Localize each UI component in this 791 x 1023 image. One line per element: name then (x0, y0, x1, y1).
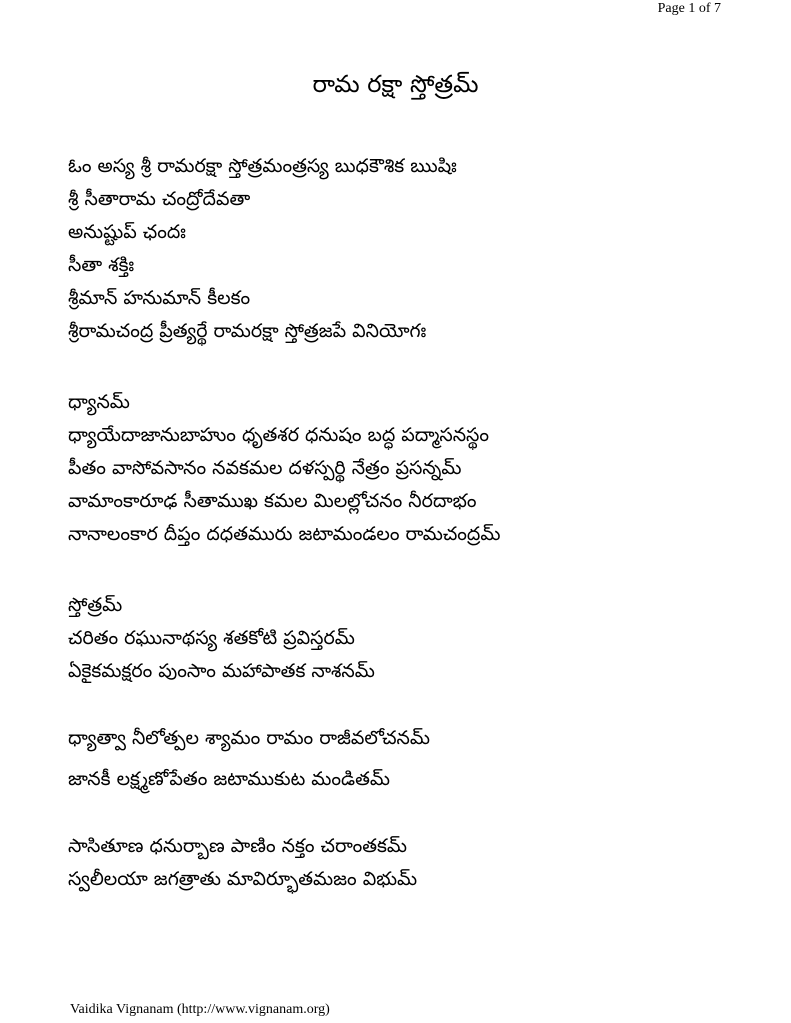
intro-line: ఓం అస్య శ్రీ రామరక్షా స్తోత్రమంత్రస్య బుధకౌశిక ఋషిః (68, 155, 457, 177)
dhyanam-line: పీతం వాసోవసానం నవకమల దళస్పర్థి నేత్రం ప్రసన్నమ్ (68, 457, 462, 479)
verse-line: జానకీ లక్ష్మణోపేతం జటాముకుట మండితమ్ (68, 768, 390, 790)
dhyanam-section (68, 386, 748, 551)
stotram-section (68, 589, 748, 896)
dhyanam-heading: ధ్యానమ్ (68, 391, 130, 413)
verse-line: ధ్యాత్వా నీలోత్పల శ్యామం రామం రాజీవలోచనమ్ (68, 727, 430, 749)
page-number: Page 1 of 7 (657, 1, 721, 16)
page-footer: Vaidika Vignanam (http://www.vignanam.org) (70, 1002, 330, 1017)
dhyanam-line: నానాలంకార దీప్తం దధతమురు జటామండలం రామచంద్రమ్ (68, 523, 501, 545)
verse-line: ఏకైకమక్షరం పుంసాం మహాపాతక నాశనమ్ (68, 660, 375, 682)
intro-line: శ్రీ సీతారామ చంద్రోదేవతా (68, 188, 251, 210)
verse-line: చరితం రఘునాథస్య శతకోటి ప్రవిస్తరమ్ (68, 627, 355, 649)
document-body (68, 150, 748, 896)
verse-line: స్వలీలయా జగత్రాతు మావిర్భూతమజం విభుమ్ (68, 868, 418, 890)
intro-section (68, 150, 748, 348)
stotram-heading: స్తోత్రమ్ (68, 594, 123, 616)
verse-line: సాసితూణ ధనుర్బాణ పాణిం నక్తం చరాంతకమ్ (68, 835, 408, 857)
intro-line: శ్రీమాన్ హనుమాన్ కీలకం (68, 287, 251, 309)
dhyanam-line: వామాంకారూఢ సీతాముఖ కమల మిలల్లోచనం నీరదాభం (68, 490, 477, 512)
dhyanam-line: ధ్యాయేదాజానుబాహుం ధృతశర ధనుషం బద్ధ పద్మాసనస్థం (68, 424, 490, 446)
document-title: రామ రక్షా స్తోత్రమ్ (312, 70, 479, 98)
intro-line: శ్రీరామచంద్ర ప్రీత్యర్థే రామరక్షా స్తోత్రజపే వినియోగః (68, 320, 427, 342)
intro-line: అనుష్టుప్ ఛందః (68, 221, 186, 243)
intro-line: సీతా శక్తిః (68, 254, 135, 276)
